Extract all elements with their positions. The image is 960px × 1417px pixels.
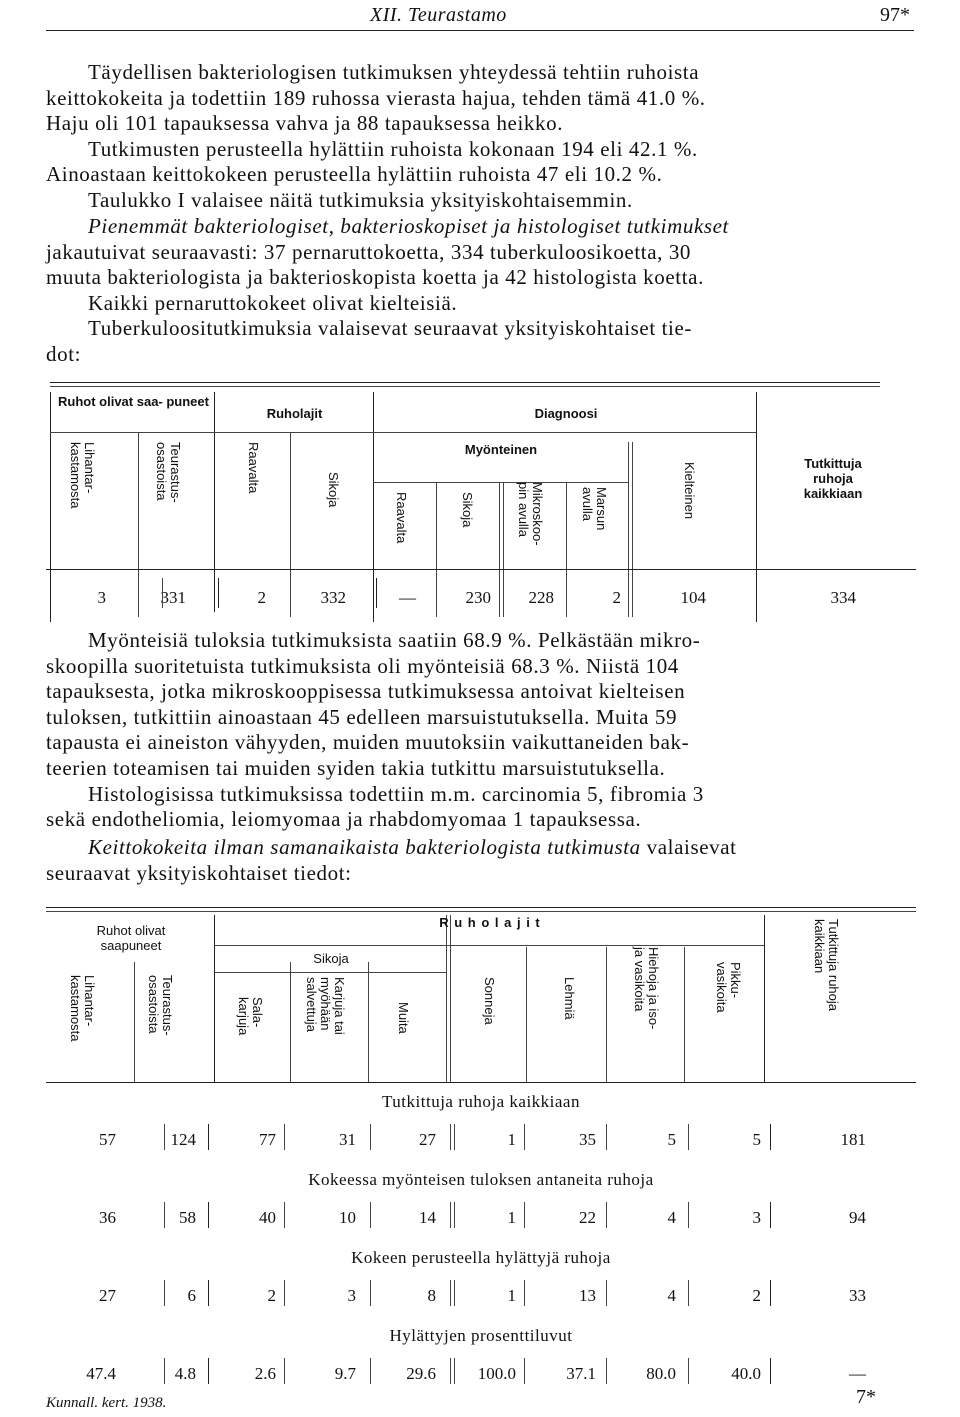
col-other-pigs: Muita xyxy=(396,1002,411,1034)
column-separator xyxy=(284,1358,285,1384)
col-secret-boars: Sala- karjuja xyxy=(236,997,265,1036)
italic-lead: Pienemmät bakteriologiset, bakterioskopiset ja histologiset tutkimukset xyxy=(88,214,729,238)
column-separator xyxy=(164,1358,165,1384)
column-separator xyxy=(450,1202,451,1228)
table-cell: 6 xyxy=(187,1286,196,1305)
column-separator xyxy=(450,1358,451,1384)
col-guinea-pig: Marsun avulla xyxy=(580,487,609,531)
t1-value: 2 xyxy=(612,588,621,607)
column-separator xyxy=(164,1124,165,1150)
table-cell: 124 xyxy=(170,1130,196,1149)
table-cell: 94 xyxy=(849,1208,866,1227)
column-separator xyxy=(688,1202,689,1228)
column-separator xyxy=(284,1280,285,1306)
table-cell: 5 xyxy=(752,1130,761,1149)
column-separator xyxy=(208,1280,209,1306)
table-cell: 35 xyxy=(579,1130,596,1149)
footer-source: Kunnall. kert. 1938. xyxy=(46,1395,167,1411)
col-pos-pigs: Sikoja xyxy=(460,492,475,528)
table-cooking-tests xyxy=(46,907,916,1397)
column-separator xyxy=(524,1358,525,1384)
text-line: keittokokeita ja todettiin 189 ruhossa vierasta hajua, tehden tämä 41.0 %. xyxy=(46,85,706,110)
column-separator xyxy=(688,1358,689,1384)
column-separator xyxy=(370,1124,371,1150)
table-cell: 27 xyxy=(419,1130,436,1149)
header-pigs: Sikoja xyxy=(313,951,349,966)
table-cell: 58 xyxy=(179,1208,196,1227)
column-separator xyxy=(370,1280,371,1306)
paragraph-2 xyxy=(46,214,886,368)
text-line: teerien toteamisen tai muiden syiden takia tutkittu marsuistutuksella. xyxy=(46,755,666,780)
table-cell: 22 xyxy=(579,1208,596,1227)
table-cell: 8 xyxy=(427,1286,436,1305)
table-cell: 80.0 xyxy=(646,1364,676,1383)
table-cell: 27 xyxy=(99,1286,116,1305)
col-pos-cattle: Raavalta xyxy=(394,492,409,544)
column-separator xyxy=(454,1358,455,1384)
text-line: seuraavat yksityiskohtaiset tiedot: xyxy=(46,860,352,885)
t1-value: 334 xyxy=(830,588,856,607)
text-line: tapausta ei aineiston vähyyden, muiden muutoksiin vaikuttaneiden bak- xyxy=(46,730,690,755)
column-separator xyxy=(370,1358,371,1384)
t1-value: — xyxy=(399,588,416,607)
paragraph-3 xyxy=(46,628,886,833)
table-cell: 4 xyxy=(667,1286,676,1305)
table-cell: 33 xyxy=(849,1286,866,1305)
header-animal-type: Ruholajit xyxy=(266,406,323,421)
col-small-calves: Pikku- vasikoita xyxy=(714,962,743,1013)
column-separator xyxy=(524,1280,525,1306)
column-separator xyxy=(284,1124,285,1150)
column-separator xyxy=(208,1202,209,1228)
column-separator xyxy=(454,1202,455,1228)
column-separator xyxy=(770,1280,771,1306)
signature-mark: 7* xyxy=(856,1386,876,1408)
table-cell: 47.4 xyxy=(86,1364,116,1383)
column-separator xyxy=(450,1280,451,1306)
t1-value: 332 xyxy=(320,588,346,607)
section-title: Hylättyjen prosenttiluvut xyxy=(389,1326,573,1345)
column-separator xyxy=(688,1124,689,1150)
running-header-title: XII. Teurastamo xyxy=(370,4,507,26)
section-title: Kokeessa myönteisen tuloksen antaneita ruhoja xyxy=(308,1170,654,1189)
text-line: Haju oli 101 tapauksessa vahva ja 88 tapauksessa heikko. xyxy=(46,111,564,136)
table-cell: 9.7 xyxy=(334,1364,356,1383)
col-boars: Karjuja tai myöhään salvettuja xyxy=(304,977,347,1035)
table-cell: 1 xyxy=(507,1286,516,1305)
table-cell: 40.0 xyxy=(731,1364,761,1383)
table-cell: 4.8 xyxy=(174,1364,196,1383)
table-cell: 57 xyxy=(99,1130,116,1149)
col-cattle: Raavalta xyxy=(246,442,261,494)
table-cell: 1 xyxy=(507,1208,516,1227)
column-separator xyxy=(770,1202,771,1228)
t1-value: 3 xyxy=(97,588,106,607)
t1-value: 230 xyxy=(465,588,491,607)
table-cell: 181 xyxy=(840,1130,866,1149)
table-cell: 5 xyxy=(667,1130,676,1149)
column-separator xyxy=(606,1124,607,1150)
t1-value: 228 xyxy=(528,588,554,607)
table-cell: 2 xyxy=(752,1286,761,1305)
text-line: Täydellisen bakteriologisen tutkimuksen yhteydessä tehtiin ruhoista xyxy=(88,60,700,84)
col-bulls: Sonneja xyxy=(482,977,497,1025)
table-cell: 3 xyxy=(347,1286,356,1305)
column-separator xyxy=(164,1280,165,1306)
table-cell: 3 xyxy=(752,1208,761,1227)
col-slaughter-sections: Teurastus- osastoista xyxy=(154,442,183,503)
column-separator xyxy=(454,1280,455,1306)
table-cell: 100.0 xyxy=(477,1364,516,1383)
column-separator xyxy=(450,1124,451,1150)
text-line: Taulukko I valaisee näitä tutkimuksia yksityiskohtaisemmin. xyxy=(88,187,633,212)
table-cell: 36 xyxy=(99,1208,116,1227)
text-line: Tutkimusten perusteella hylättiin ruhoista kokonaan 194 eli 42.1 %. xyxy=(88,136,698,161)
column-separator xyxy=(524,1202,525,1228)
col-total: Tutkittuja ruhoja kaikkiaan xyxy=(812,919,841,1012)
column-separator xyxy=(606,1358,607,1384)
paragraph-1 xyxy=(46,60,886,214)
table-cell: 2.6 xyxy=(254,1364,276,1383)
column-separator xyxy=(284,1202,285,1228)
table-cell: 40 xyxy=(259,1208,276,1227)
table-tuberculosis xyxy=(46,382,916,622)
column-separator xyxy=(606,1280,607,1306)
header-diagnosis: Diagnoosi xyxy=(534,406,598,421)
text-line: dot: xyxy=(46,341,82,366)
col-pigs: Sikoja xyxy=(326,472,341,508)
text-line: tuloksen, tutkittiin ainoastaan 45 edelleen marsuistutuksella. Muita 59 xyxy=(46,704,678,729)
table-cell: 37.1 xyxy=(566,1364,596,1383)
text-line: Myönteisiä tuloksia tutkimuksista saatiin 68.9 %. Pelkästään mikro- xyxy=(88,628,701,652)
italic-lead: Keittokokeita ilman samanaikaista bakteriologista tutkimusta xyxy=(88,835,641,859)
column-separator xyxy=(208,1358,209,1384)
table-cell: 13 xyxy=(579,1286,596,1305)
table-cell: 10 xyxy=(339,1208,356,1227)
text-line: Ainoastaan keittokokeen perusteella hylättiin ruhoista 47 eli 10.2 %. xyxy=(46,162,663,187)
t1-value: 104 xyxy=(680,588,706,607)
t1-value: 2 xyxy=(257,588,266,607)
page-number: 97* xyxy=(880,4,910,26)
text-line: skoopilla suoritetuista tutkimuksista oli myönteisiä 68.3 %. Niistä 104 xyxy=(46,653,679,678)
header-total: Tutkittuja ruhoja kaikkiaan xyxy=(803,456,863,501)
column-separator xyxy=(454,1124,455,1150)
column-separator xyxy=(208,1124,209,1150)
text-line: sekä endotheliomia, leiomyomaa ja rhabdomyomaa 1 tapauksessa. xyxy=(46,807,642,832)
header-arrived: Ruhot olivat saapuneet xyxy=(96,923,166,953)
t1-value: 331 xyxy=(160,588,186,607)
section-title: Kokeen perusteella hylättyjä ruhoja xyxy=(351,1248,611,1267)
section-title: Tutkittuja ruhoja kaikkiaan xyxy=(382,1092,580,1111)
text-line: Histologisissa tutkimuksissa todettiin m.m. carcinomia 5, fibromia 3 xyxy=(88,781,704,806)
text-line: Kaikki pernaruttokokeet olivat kielteisiä. xyxy=(88,290,458,315)
table-cell: 14 xyxy=(419,1208,436,1227)
column-separator xyxy=(606,1202,607,1228)
column-separator xyxy=(524,1124,525,1150)
text-line: jakautuivat seuraavasti: 37 pernaruttokoetta, 334 tuberkuloosikoetta, 30 xyxy=(46,239,692,264)
col-heifers: Hiehoja ja iso- ja vasikoita xyxy=(632,947,661,1030)
header-animal-types: R u h o l a j i t xyxy=(439,915,541,930)
column-separator xyxy=(688,1280,689,1306)
column-separator xyxy=(164,1202,165,1228)
text-line: muuta bakteriologista ja bakterioskopista koetta ja 42 histologista koetta. xyxy=(46,265,704,290)
col-microscope: Mikroskoo- pin avulla xyxy=(516,482,545,546)
table-cell: — xyxy=(849,1364,866,1383)
column-separator xyxy=(770,1124,771,1150)
table-cell: 2 xyxy=(267,1286,276,1305)
table-cell: 77 xyxy=(259,1130,276,1149)
column-separator xyxy=(770,1358,771,1384)
text-span: valaisevat xyxy=(646,835,737,859)
column-separator xyxy=(370,1202,371,1228)
text-line: tapauksesta, jotka mikroskooppisessa tutkimuksessa antoivat kielteisen xyxy=(46,679,686,704)
header-rule xyxy=(46,30,914,31)
table-cell: 1 xyxy=(507,1130,516,1149)
col-cows: Lehmiä xyxy=(562,977,577,1020)
col-slaughter-sections: Teurastus- osastoista xyxy=(146,975,175,1036)
header-arrived: Ruhot olivat saa- puneet xyxy=(58,394,209,409)
col-meat-inspection: Lihantar- kastamosta xyxy=(68,975,97,1042)
header-positive: Myönteinen xyxy=(464,442,538,457)
table-cell: 29.6 xyxy=(406,1364,436,1383)
text-line: Tuberkuloositutkimuksia valaisevat seuraavat yksityiskohtaiset tie- xyxy=(88,316,693,341)
col-negative: Kielteinen xyxy=(682,462,697,520)
paragraph-4 xyxy=(46,835,886,886)
table-cell: 4 xyxy=(667,1208,676,1227)
table-cell: 31 xyxy=(339,1130,356,1149)
col-meat-inspection: Lihantar- kastamosta xyxy=(68,442,97,509)
